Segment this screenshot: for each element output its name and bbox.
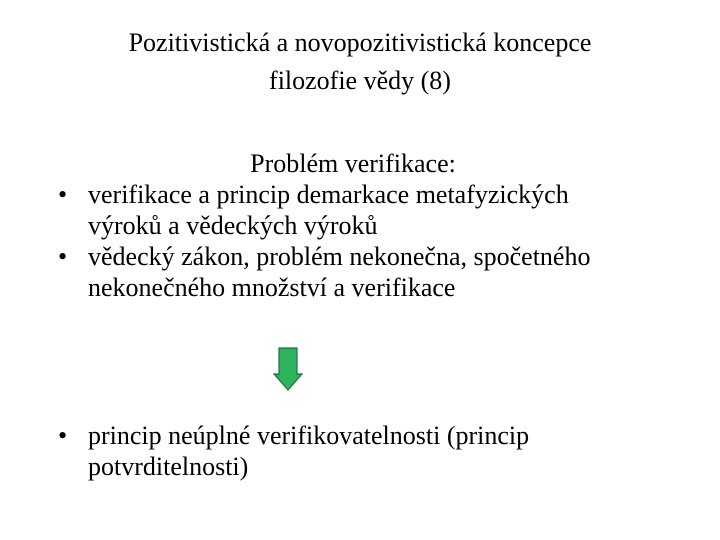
bullet-dot: •: [58, 421, 68, 450]
bullet-dot: •: [58, 180, 68, 209]
slide-title: [60, 24, 660, 100]
bullet-text-line-2: výroků a vědeckých výroků: [88, 211, 378, 240]
bullet-text-line-2: nekonečného množství a verifikace: [88, 273, 456, 302]
down-arrow-icon: [273, 347, 303, 391]
bullet-text-line-1: verifikace a princip demarkace metafyzických: [88, 180, 569, 209]
bullet-item-partial-verifiability: [58, 420, 678, 482]
bullet-text-line-1: vědecký zákon, problém nekonečna, spočetného: [88, 242, 591, 271]
slide-body: [58, 148, 678, 303]
subheading: Problém verifikace:: [250, 149, 456, 178]
bullet-dot: •: [58, 242, 68, 271]
bullet-item-scientific-law: [58, 241, 678, 303]
down-arrow-shape: [274, 348, 302, 390]
bottom-bullet-list: [58, 420, 678, 482]
slide-title-line-2: filozofie vědy (8): [269, 66, 451, 95]
bullet-list: [58, 179, 678, 303]
bullet-text-line-2: potvrditelnosti): [88, 452, 249, 481]
bullet-text-line-1: princip neúplné verifikovatelnosti (princip: [88, 421, 530, 450]
slide-title-line-1: Pozitivistická a novopozitivistická koncepce: [128, 28, 592, 57]
bullet-item-verification: [58, 179, 678, 241]
